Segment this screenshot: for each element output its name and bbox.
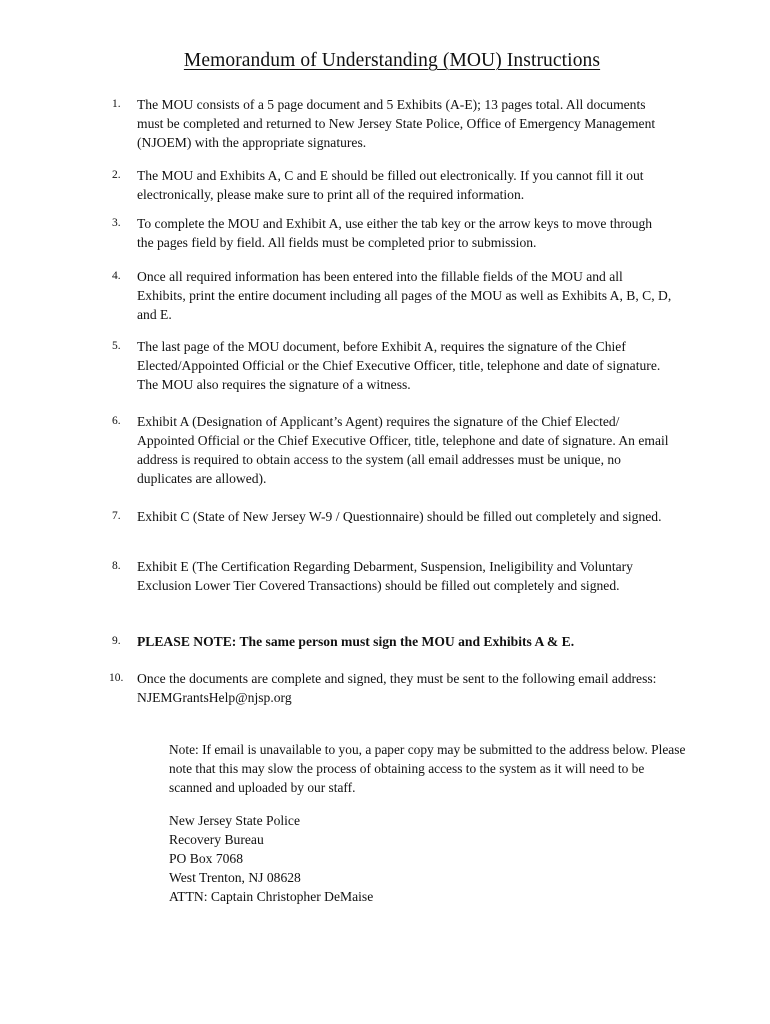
item-text: Exhibit E (The Certification Regarding Debarment, Suspension, Ineligibility and Voluntary Exclusion Lower Tier Covered Transactions) should be filled out completely and signed. — [137, 559, 633, 593]
mailing-address — [169, 811, 569, 906]
item-text: Once all required information has been entered into the fillable fields of the MOU and all Exhibits, print the entire document including all pages of the MOU as well as Exhibits A, B, C, D, and E. — [137, 269, 672, 322]
address-line: ATTN: Captain Christopher DeMaise — [169, 889, 374, 904]
address-line: PO Box 7068 — [169, 851, 244, 866]
item-number: 1. — [112, 98, 121, 110]
item-number: 8. — [112, 560, 121, 572]
address-line: New Jersey State Police — [169, 813, 300, 828]
item-number: 5. — [112, 340, 121, 352]
item-text: Exhibit A (Designation of Applicant’s Agent) requires the signature of the Chief Elected/ Appointed Official or the Chief Executive Officer, title, telephone and date of signature. An email address is required to obtain access to the system (all email addresses must be unique, no duplicates are allowed). — [137, 414, 669, 486]
item-number: 7. — [112, 510, 121, 522]
item-number: 3. — [112, 217, 121, 229]
item-text: Once the documents are complete and signed, they must be sent to the following email address: NJEMGrantsHelp@njsp.org — [137, 671, 657, 705]
list-item-10 — [109, 669, 672, 707]
document-title: Memorandum of Understanding (MOU) Instructions — [183, 50, 601, 71]
item-text: The last page of the MOU document, before Exhibit A, requires the signature of the Chief Elected/Appointed Official or the Chief Executive Officer, title, telephone and date of signature. The MOU also requires the signature of a witness. — [137, 339, 661, 392]
item-number: 4. — [112, 270, 121, 282]
list-item-5 — [112, 337, 672, 394]
list-item-6 — [112, 412, 672, 488]
list-item-2 — [112, 166, 672, 204]
address-line: West Trenton, NJ 08628 — [169, 870, 301, 885]
item-text: PLEASE NOTE: The same person must sign the MOU and Exhibits A & E. — [137, 634, 575, 649]
list-item-4 — [112, 267, 672, 324]
item-text: Exhibit C (State of New Jersey W-9 / Questionnaire) should be filled out completely and signed. — [137, 509, 662, 524]
list-item-8 — [112, 557, 672, 595]
list-item-7 — [112, 507, 672, 526]
item-text: The MOU and Exhibits A, C and E should be filled out electronically. If you cannot fill it out electronically, please make sure to print all of the required information. — [137, 168, 644, 202]
list-item-9 — [112, 632, 672, 651]
list-item-1 — [112, 95, 672, 152]
list-item-3 — [112, 214, 672, 252]
item-text: To complete the MOU and Exhibit A, use either the tab key or the arrow keys to move through the pages field by field. All fields must be completed prior to submission. — [137, 216, 653, 250]
item-text: The MOU consists of a 5 page document and 5 Exhibits (A-E); 13 pages total. All documents must be completed and returned to New Jersey State Police, Office of Emergency Management (NJOEM) with the appropriate signatures. — [137, 97, 656, 150]
address-line: Recovery Bureau — [169, 832, 264, 847]
item-number: 2. — [112, 169, 121, 181]
note-paragraph: Note: If email is unavailable to you, a paper copy may be submitted to the address below. Please note that this may slow the process of obtaining access to the system as it will need to be scanned and uploaded by our staff. — [169, 742, 686, 795]
item-number: 10. — [109, 672, 124, 684]
item-number: 6. — [112, 415, 121, 427]
item-number: 9. — [112, 635, 121, 647]
